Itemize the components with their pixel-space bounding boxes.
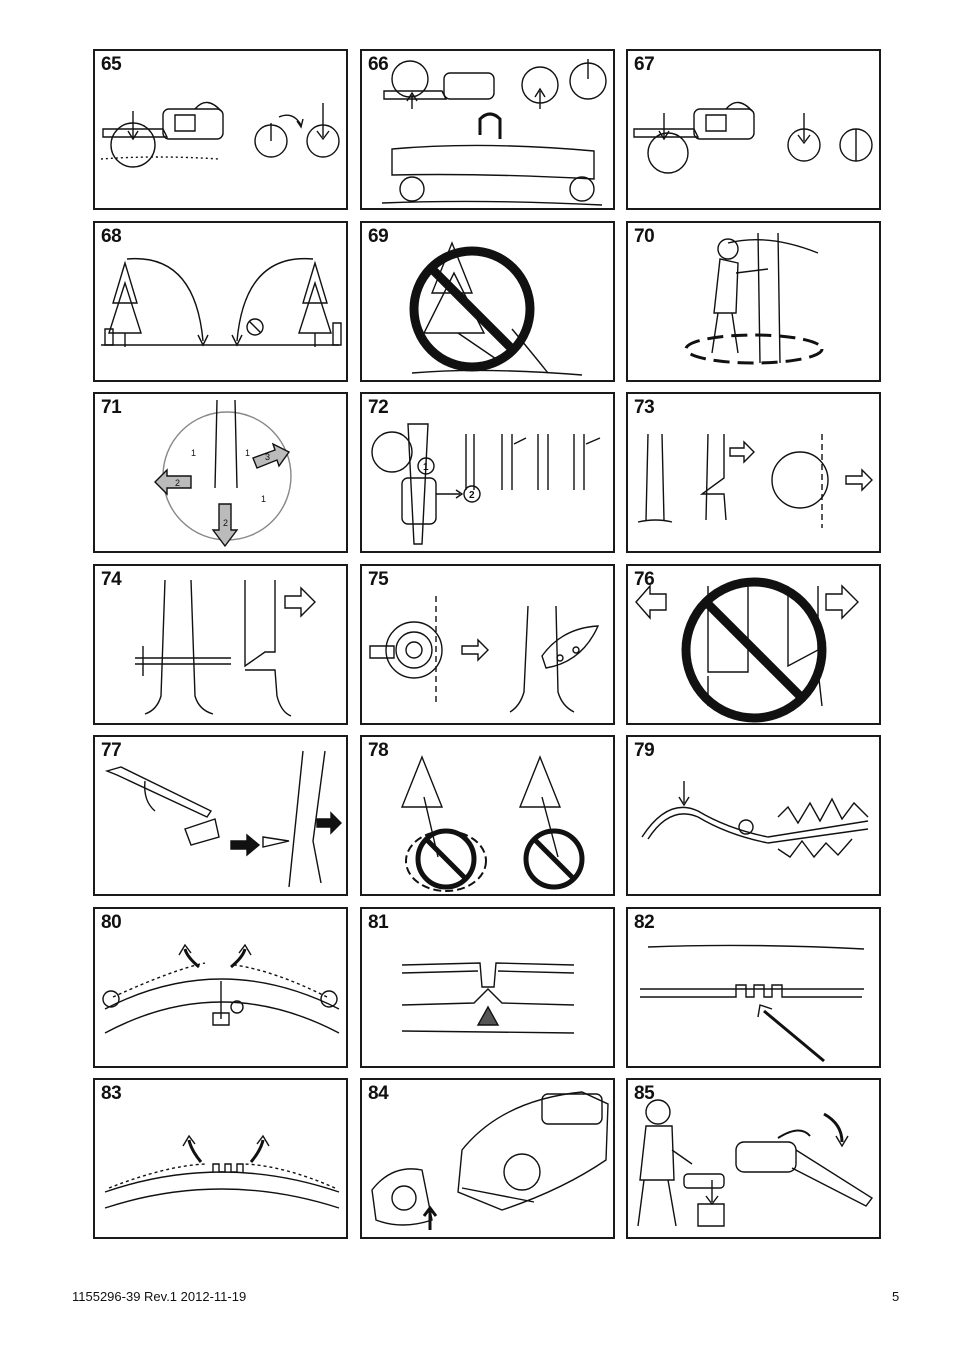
log-on-supports-illustration bbox=[362, 51, 613, 208]
chainsaw-illustration bbox=[95, 51, 346, 208]
figure-69 bbox=[360, 221, 615, 382]
figure-number: 76 bbox=[634, 569, 655, 590]
lever-and-wedge-illustration bbox=[95, 737, 346, 894]
figure-79 bbox=[626, 735, 881, 896]
figure-number: 80 bbox=[101, 912, 122, 933]
felling-cut-height-illustration bbox=[95, 566, 346, 723]
figure-81 bbox=[360, 907, 615, 1068]
escape-routes-illustration bbox=[95, 394, 346, 551]
figure-77 bbox=[93, 735, 348, 896]
figure-number: 72 bbox=[368, 397, 389, 418]
figure-72 bbox=[360, 392, 615, 553]
label-1: 1 bbox=[423, 462, 429, 473]
felling-zone-illustration bbox=[95, 223, 346, 380]
label-2a: 2 bbox=[175, 478, 181, 488]
figure-number: 79 bbox=[634, 740, 655, 761]
figure-74 bbox=[93, 564, 348, 725]
figure-number: 74 bbox=[101, 569, 122, 590]
starting-and-chain-brake-illustration bbox=[628, 1080, 879, 1237]
figure-number: 81 bbox=[368, 912, 389, 933]
figure-65 bbox=[93, 49, 348, 210]
label-3: 3 bbox=[265, 452, 271, 462]
label-1c: 1 bbox=[261, 494, 267, 504]
figure-number: 78 bbox=[368, 740, 389, 761]
clutch-cover-illustration bbox=[362, 1080, 613, 1237]
figure-number: 65 bbox=[101, 54, 122, 75]
chainsaw-underside-illustration bbox=[628, 51, 879, 208]
hinge-plunge-cut-illustration bbox=[362, 566, 613, 723]
directional-notch-illustration bbox=[628, 394, 879, 551]
figure-number: 66 bbox=[368, 54, 389, 75]
hinge-through-cut-prohibited-illustration bbox=[628, 566, 879, 723]
figure-number: 69 bbox=[368, 226, 389, 247]
hung-tree-prohibited-illustration bbox=[362, 737, 613, 894]
figure-83 bbox=[93, 1078, 348, 1239]
figure-82 bbox=[626, 907, 881, 1068]
page-number: 5 bbox=[892, 1289, 900, 1304]
underside-cuts-illustration bbox=[628, 909, 879, 1066]
felling-direction-illustration bbox=[362, 394, 613, 551]
figure-73 bbox=[626, 392, 881, 553]
bent-trunk-illustration bbox=[95, 909, 346, 1066]
figure-number: 83 bbox=[101, 1083, 122, 1104]
figure-number: 84 bbox=[368, 1083, 389, 1104]
figure-85 bbox=[626, 1078, 881, 1239]
figure-75 bbox=[360, 564, 615, 725]
figure-number: 77 bbox=[101, 740, 122, 761]
figure-number: 70 bbox=[634, 226, 655, 247]
label-2b: 2 bbox=[223, 518, 229, 528]
figure-78 bbox=[360, 735, 615, 896]
figure-67 bbox=[626, 49, 881, 210]
figure-76 bbox=[626, 564, 881, 725]
label-1a: 1 bbox=[191, 448, 197, 458]
figure-number: 85 bbox=[634, 1083, 655, 1104]
figure-number: 71 bbox=[101, 397, 122, 418]
figure-80 bbox=[93, 907, 348, 1068]
bent-sapling-illustration bbox=[628, 737, 879, 894]
figure-70 bbox=[626, 221, 881, 382]
figure-number: 82 bbox=[634, 912, 655, 933]
figure-84 bbox=[360, 1078, 615, 1239]
label-1b: 1 bbox=[245, 448, 251, 458]
figure-number: 68 bbox=[101, 226, 122, 247]
top-cuts-illustration bbox=[95, 1080, 346, 1237]
label-2: 2 bbox=[469, 490, 475, 501]
cross-cut-illustration bbox=[362, 909, 613, 1066]
clearing-trunk-illustration bbox=[628, 223, 879, 380]
figure-number: 73 bbox=[634, 397, 655, 418]
figure-71 bbox=[93, 392, 348, 553]
figure-68 bbox=[93, 221, 348, 382]
figure-66 bbox=[360, 49, 615, 210]
figure-number: 75 bbox=[368, 569, 389, 590]
leaning-tree-prohibited-illustration bbox=[362, 223, 613, 380]
figure-number: 67 bbox=[634, 54, 655, 75]
document-reference: 1155296-39 Rev.1 2012-11-19 bbox=[72, 1289, 247, 1304]
